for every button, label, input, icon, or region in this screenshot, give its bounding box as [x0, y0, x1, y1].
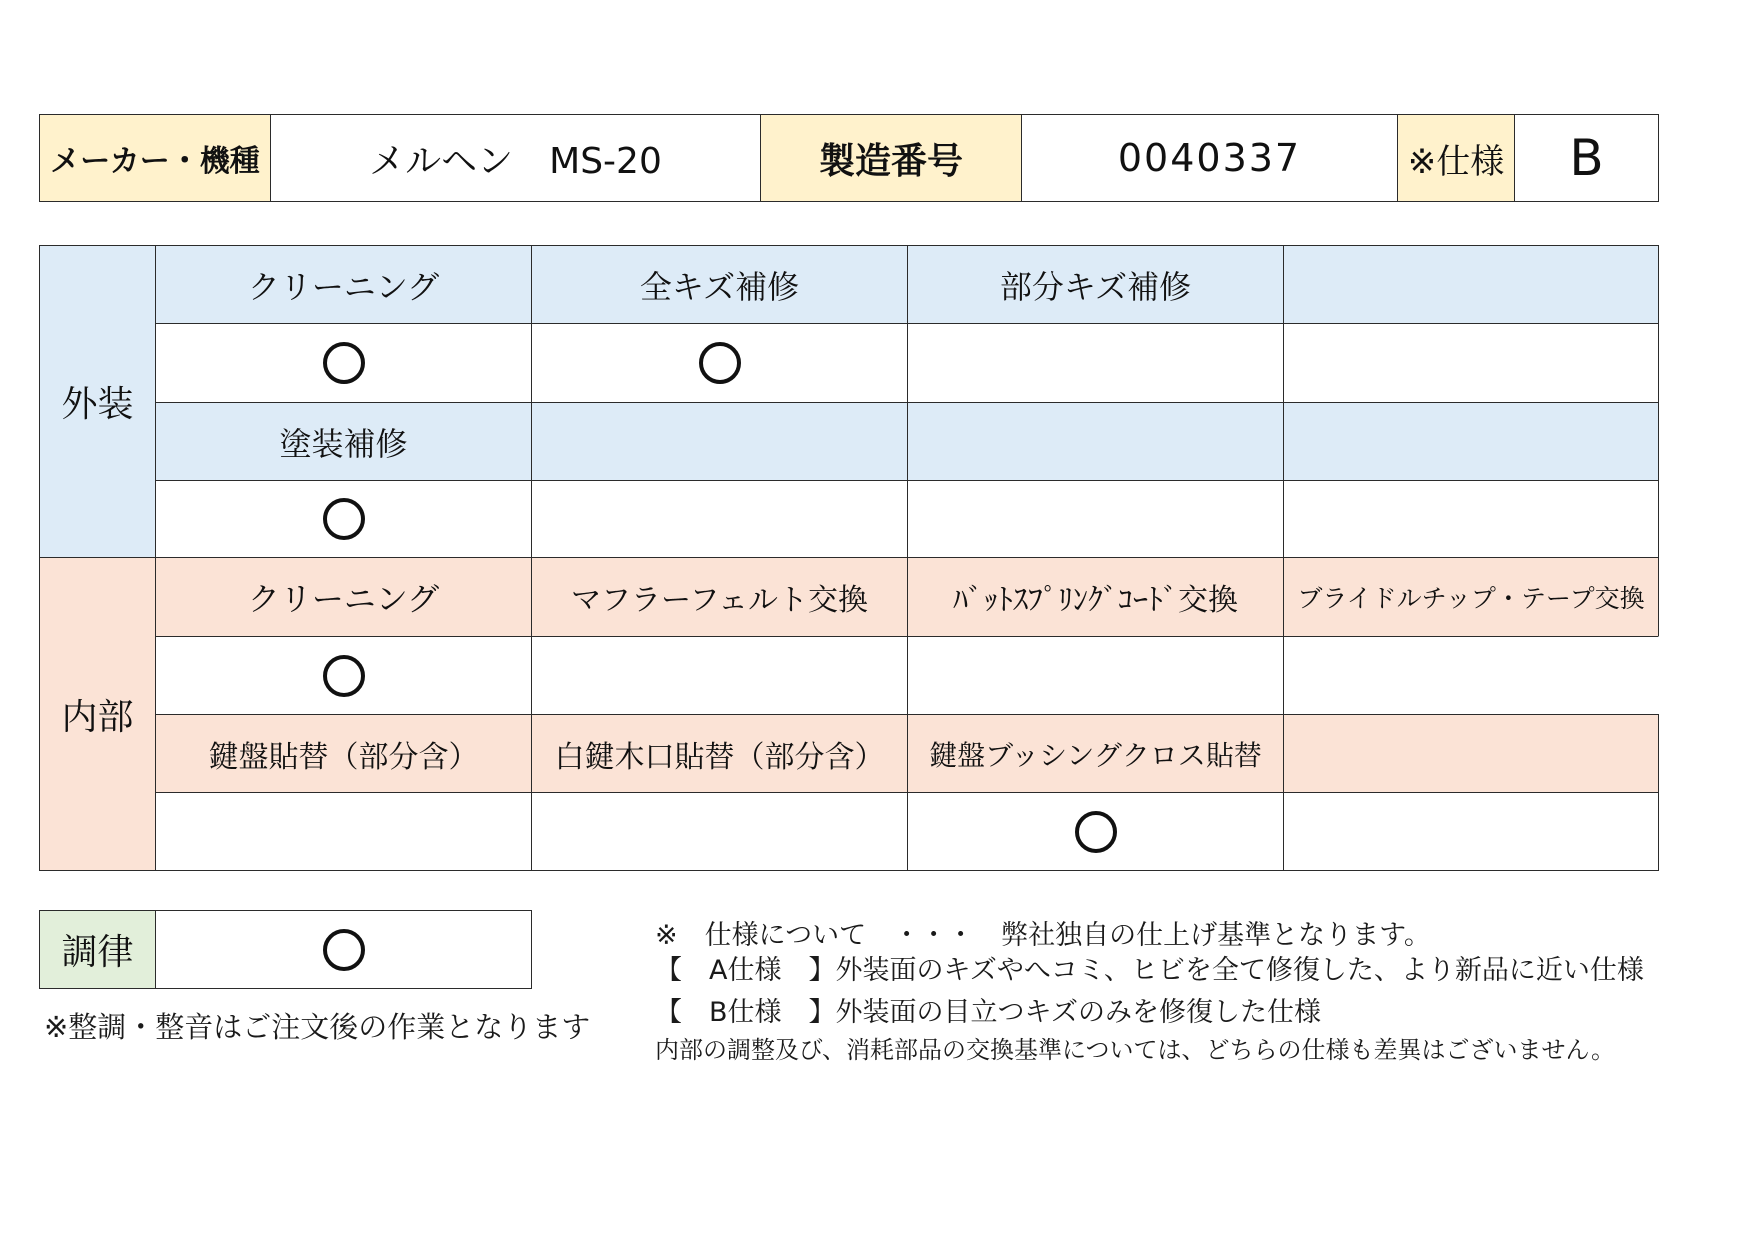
- exterior-mark-empty: [1283, 480, 1659, 558]
- spec-value: B: [1514, 114, 1659, 202]
- interior-mark-white-key-front: [531, 792, 908, 871]
- tuning-mark: [155, 910, 532, 989]
- exterior-header-empty: [1283, 245, 1659, 324]
- circle-mark-icon: [323, 342, 365, 384]
- exterior-mark-cleaning: [155, 323, 532, 403]
- circle-mark-icon: [323, 498, 365, 540]
- interior-header-key-recovering: 鍵盤貼替（部分含）: [155, 714, 532, 793]
- spec-note-line2: 【 A仕様 】外装面のキズやへコミ、ヒビを全て修復した、より新品に近い仕様: [655, 955, 1644, 986]
- interior-mark-butt-spring-cord: [907, 636, 1284, 715]
- spec-note-line1: ※ 仕様について ・・・ 弊社独自の仕上げ基準となります。: [655, 920, 1431, 951]
- exterior-mark-empty: [531, 480, 908, 558]
- circle-mark-icon: [699, 342, 741, 384]
- exterior-mark-empty: [1283, 323, 1659, 403]
- interior-header-cleaning: クリーニング: [155, 557, 532, 637]
- interior-header-muffler-felt: マフラーフェルト交換: [531, 557, 908, 637]
- interior-mark-key-recovering: [155, 792, 532, 871]
- exterior-header-cleaning: クリーニング: [155, 245, 532, 324]
- exterior-header-empty: [907, 402, 1284, 481]
- interior-header-empty: [1283, 714, 1659, 793]
- exterior-header-full-scratch-repair: 全キズ補修: [531, 245, 908, 324]
- interior-mark-empty: [1283, 792, 1659, 871]
- exterior-mark-full-scratch-repair: [531, 323, 908, 403]
- interior-header-white-key-front: 白鍵木口貼替（部分含）: [531, 714, 908, 793]
- exterior-section-label: 外装: [39, 245, 156, 558]
- exterior-header-paint-repair: 塗装補修: [155, 402, 532, 481]
- tuning-note: ※整調・整音はご注文後の作業となります: [44, 1010, 591, 1044]
- serial-label: 製造番号: [760, 114, 1022, 202]
- interior-header-key-bushing-cloth: 鍵盤ブッシングクロス貼替: [907, 714, 1284, 793]
- exterior-header-empty: [1283, 402, 1659, 481]
- serial-value: 0040337: [1021, 114, 1398, 202]
- circle-mark-icon: [323, 655, 365, 697]
- interior-mark-key-bushing-cloth: [907, 792, 1284, 871]
- exterior-header-partial-scratch-repair: 部分キズ補修: [907, 245, 1284, 324]
- circle-mark-icon: [323, 929, 365, 971]
- interior-header-bridle-tape: ブライドルチップ・テープ交換: [1283, 557, 1659, 637]
- exterior-mark-empty: [907, 480, 1284, 558]
- exterior-mark-paint-repair: [155, 480, 532, 558]
- spec-note-line3: 【 B仕様 】外装面の目立つキズのみを修復した仕様: [655, 997, 1321, 1028]
- interior-header-butt-spring-cord: ﾊﾞｯﾄｽﾌﾟﾘﾝｸﾞｺｰﾄﾞ交換: [907, 557, 1284, 637]
- interior-mark-muffler-felt: [531, 636, 908, 715]
- spec-label: ※仕様: [1397, 114, 1515, 202]
- spec-note-line4: 内部の調整及び、消耗部品の交換基準については、どちらの仕様も差異はございません。: [655, 1036, 1615, 1064]
- interior-mark-bridle-tape: [1283, 636, 1659, 715]
- exterior-mark-partial-scratch-repair: [907, 323, 1284, 403]
- circle-mark-icon: [1075, 811, 1117, 853]
- interior-section-label: 内部: [39, 557, 156, 871]
- maker-label: メーカー・機種: [39, 114, 271, 202]
- tuning-label: 調律: [39, 910, 156, 989]
- interior-mark-cleaning: [155, 636, 532, 715]
- maker-value: メルヘン MS-20: [270, 114, 761, 202]
- exterior-header-empty: [531, 402, 908, 481]
